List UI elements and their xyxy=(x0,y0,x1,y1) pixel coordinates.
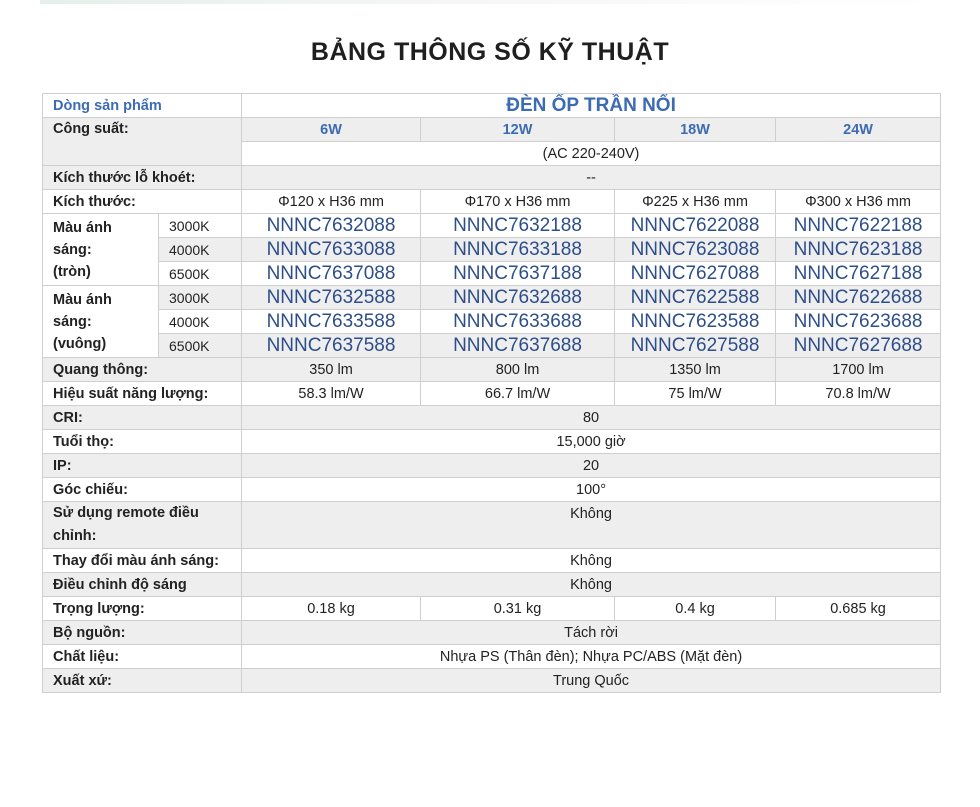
flux-label: Quang thông: xyxy=(43,358,242,382)
power-24w: 24W xyxy=(776,118,941,142)
page-title: BẢNG THÔNG SỐ KỸ THUẬT xyxy=(310,38,670,66)
product-code: NNNC7627588 xyxy=(615,334,776,358)
row-cutout xyxy=(43,166,941,190)
flux-value: 800 lm xyxy=(421,358,615,382)
row-square-6500k xyxy=(43,334,941,358)
row-remote xyxy=(43,502,941,549)
row-square-3000k xyxy=(43,286,941,310)
size-value: Φ225 x H36 mm xyxy=(615,190,776,214)
size-label: Kích thước: xyxy=(43,190,242,214)
product-code: NNNC7633088 xyxy=(242,238,421,262)
dimming-label: Điều chỉnh độ sáng xyxy=(43,573,242,597)
product-code: NNNC7637188 xyxy=(421,262,615,286)
row-origin xyxy=(43,669,941,693)
size-value: Φ120 x H36 mm xyxy=(242,190,421,214)
flux-value: 1350 lm xyxy=(615,358,776,382)
size-value: Φ170 x H36 mm xyxy=(421,190,615,214)
cutout-value: -- xyxy=(242,166,941,190)
round-color-label xyxy=(43,214,159,286)
material-label: Chất liệu: xyxy=(43,645,242,669)
row-power xyxy=(43,118,941,142)
row-flux xyxy=(43,358,941,382)
power-label: Công suất: xyxy=(43,118,242,166)
efficacy-value: 66.7 lm/W xyxy=(421,382,615,406)
row-color-change xyxy=(43,549,941,573)
product-line-value: ĐÈN ỐP TRẦN NỔI xyxy=(242,94,941,118)
product-code: NNNC7637088 xyxy=(242,262,421,286)
row-dimming xyxy=(43,573,941,597)
ip-label: IP: xyxy=(43,454,242,478)
product-code: NNNC7632188 xyxy=(421,214,615,238)
weight-label: Trọng lượng: xyxy=(43,597,242,621)
top-decorative-strip xyxy=(40,0,940,4)
efficacy-value: 58.3 lm/W xyxy=(242,382,421,406)
cct-label: 6500K xyxy=(159,334,242,358)
product-code: NNNC7622188 xyxy=(776,214,941,238)
ip-value: 20 xyxy=(242,454,941,478)
remote-label xyxy=(43,502,242,549)
voltage-value: (AC 220-240V) xyxy=(242,142,941,166)
cri-label: CRI: xyxy=(43,406,242,430)
product-code: NNNC7623188 xyxy=(776,238,941,262)
row-round-6500k xyxy=(43,262,941,286)
color-change-value: Không xyxy=(242,549,941,573)
product-code: NNNC7627088 xyxy=(615,262,776,286)
square-color-label xyxy=(43,286,159,358)
product-code: NNNC7632588 xyxy=(242,286,421,310)
beam-label: Góc chiếu: xyxy=(43,478,242,502)
cri-value: 80 xyxy=(242,406,941,430)
origin-value: Trung Quốc xyxy=(242,669,941,693)
beam-value: 100° xyxy=(242,478,941,502)
cct-label: 4000K xyxy=(159,238,242,262)
row-driver xyxy=(43,621,941,645)
product-code: NNNC7637688 xyxy=(421,334,615,358)
row-round-4000k xyxy=(43,238,941,262)
weight-value: 0.31 kg xyxy=(421,597,615,621)
power-12w: 12W xyxy=(421,118,615,142)
row-efficacy xyxy=(43,382,941,406)
product-code: NNNC7622088 xyxy=(615,214,776,238)
driver-value: Tách rời xyxy=(242,621,941,645)
remote-value: Không xyxy=(242,502,941,549)
square-label-line: sáng: xyxy=(53,313,92,330)
flux-value: 350 lm xyxy=(242,358,421,382)
product-code: NNNC7633688 xyxy=(421,310,615,334)
cct-label: 3000K xyxy=(159,214,242,238)
round-label-line: sáng: xyxy=(53,241,92,258)
row-cri xyxy=(43,406,941,430)
efficacy-value: 70.8 lm/W xyxy=(776,382,941,406)
round-label-line: (tròn) xyxy=(53,263,91,280)
power-18w: 18W xyxy=(615,118,776,142)
product-code: NNNC7623688 xyxy=(776,310,941,334)
flux-value: 1700 lm xyxy=(776,358,941,382)
spec-table xyxy=(42,93,941,693)
row-round-3000k xyxy=(43,214,941,238)
weight-value: 0.685 kg xyxy=(776,597,941,621)
product-line-label: Dòng sản phẩm xyxy=(43,94,242,118)
color-change-label: Thay đổi màu ánh sáng: xyxy=(43,549,242,573)
cct-label: 3000K xyxy=(159,286,242,310)
product-code: NNNC7627188 xyxy=(776,262,941,286)
product-code: NNNC7637588 xyxy=(242,334,421,358)
product-code: NNNC7633188 xyxy=(421,238,615,262)
round-label-line: Màu ánh xyxy=(53,219,112,236)
life-value: 15,000 giờ xyxy=(242,430,941,454)
driver-label: Bộ nguồn: xyxy=(43,621,242,645)
cct-label: 4000K xyxy=(159,310,242,334)
row-weight xyxy=(43,597,941,621)
power-6w: 6W xyxy=(242,118,421,142)
dimming-value: Không xyxy=(242,573,941,597)
cct-label: 6500K xyxy=(159,262,242,286)
cutout-label: Kích thước lỗ khoét: xyxy=(43,166,242,190)
square-label-line: (vuông) xyxy=(53,335,107,352)
material-value: Nhựa PS (Thân đèn); Nhựa PC/ABS (Mặt đèn) xyxy=(242,645,941,669)
product-code: NNNC7623588 xyxy=(615,310,776,334)
product-code: NNNC7627688 xyxy=(776,334,941,358)
remote-label-line: chỉnh: xyxy=(53,528,97,544)
weight-value: 0.4 kg xyxy=(615,597,776,621)
remote-label-line: Sử dụng remote điều xyxy=(53,505,199,521)
product-code: NNNC7622688 xyxy=(776,286,941,310)
row-ip xyxy=(43,454,941,478)
life-label: Tuổi thọ: xyxy=(43,430,242,454)
square-label-line: Màu ánh xyxy=(53,291,112,308)
product-code: NNNC7622588 xyxy=(615,286,776,310)
product-code: NNNC7633588 xyxy=(242,310,421,334)
row-size xyxy=(43,190,941,214)
size-value: Φ300 x H36 mm xyxy=(776,190,941,214)
row-beam xyxy=(43,478,941,502)
weight-value: 0.18 kg xyxy=(242,597,421,621)
efficacy-value: 75 lm/W xyxy=(615,382,776,406)
row-life xyxy=(43,430,941,454)
efficacy-label: Hiệu suất năng lượng: xyxy=(43,382,242,406)
product-code: NNNC7623088 xyxy=(615,238,776,262)
row-square-4000k xyxy=(43,310,941,334)
origin-label: Xuất xứ: xyxy=(43,669,242,693)
row-product-line xyxy=(43,94,941,118)
product-code: NNNC7632688 xyxy=(421,286,615,310)
row-material xyxy=(43,645,941,669)
product-code: NNNC7632088 xyxy=(242,214,421,238)
